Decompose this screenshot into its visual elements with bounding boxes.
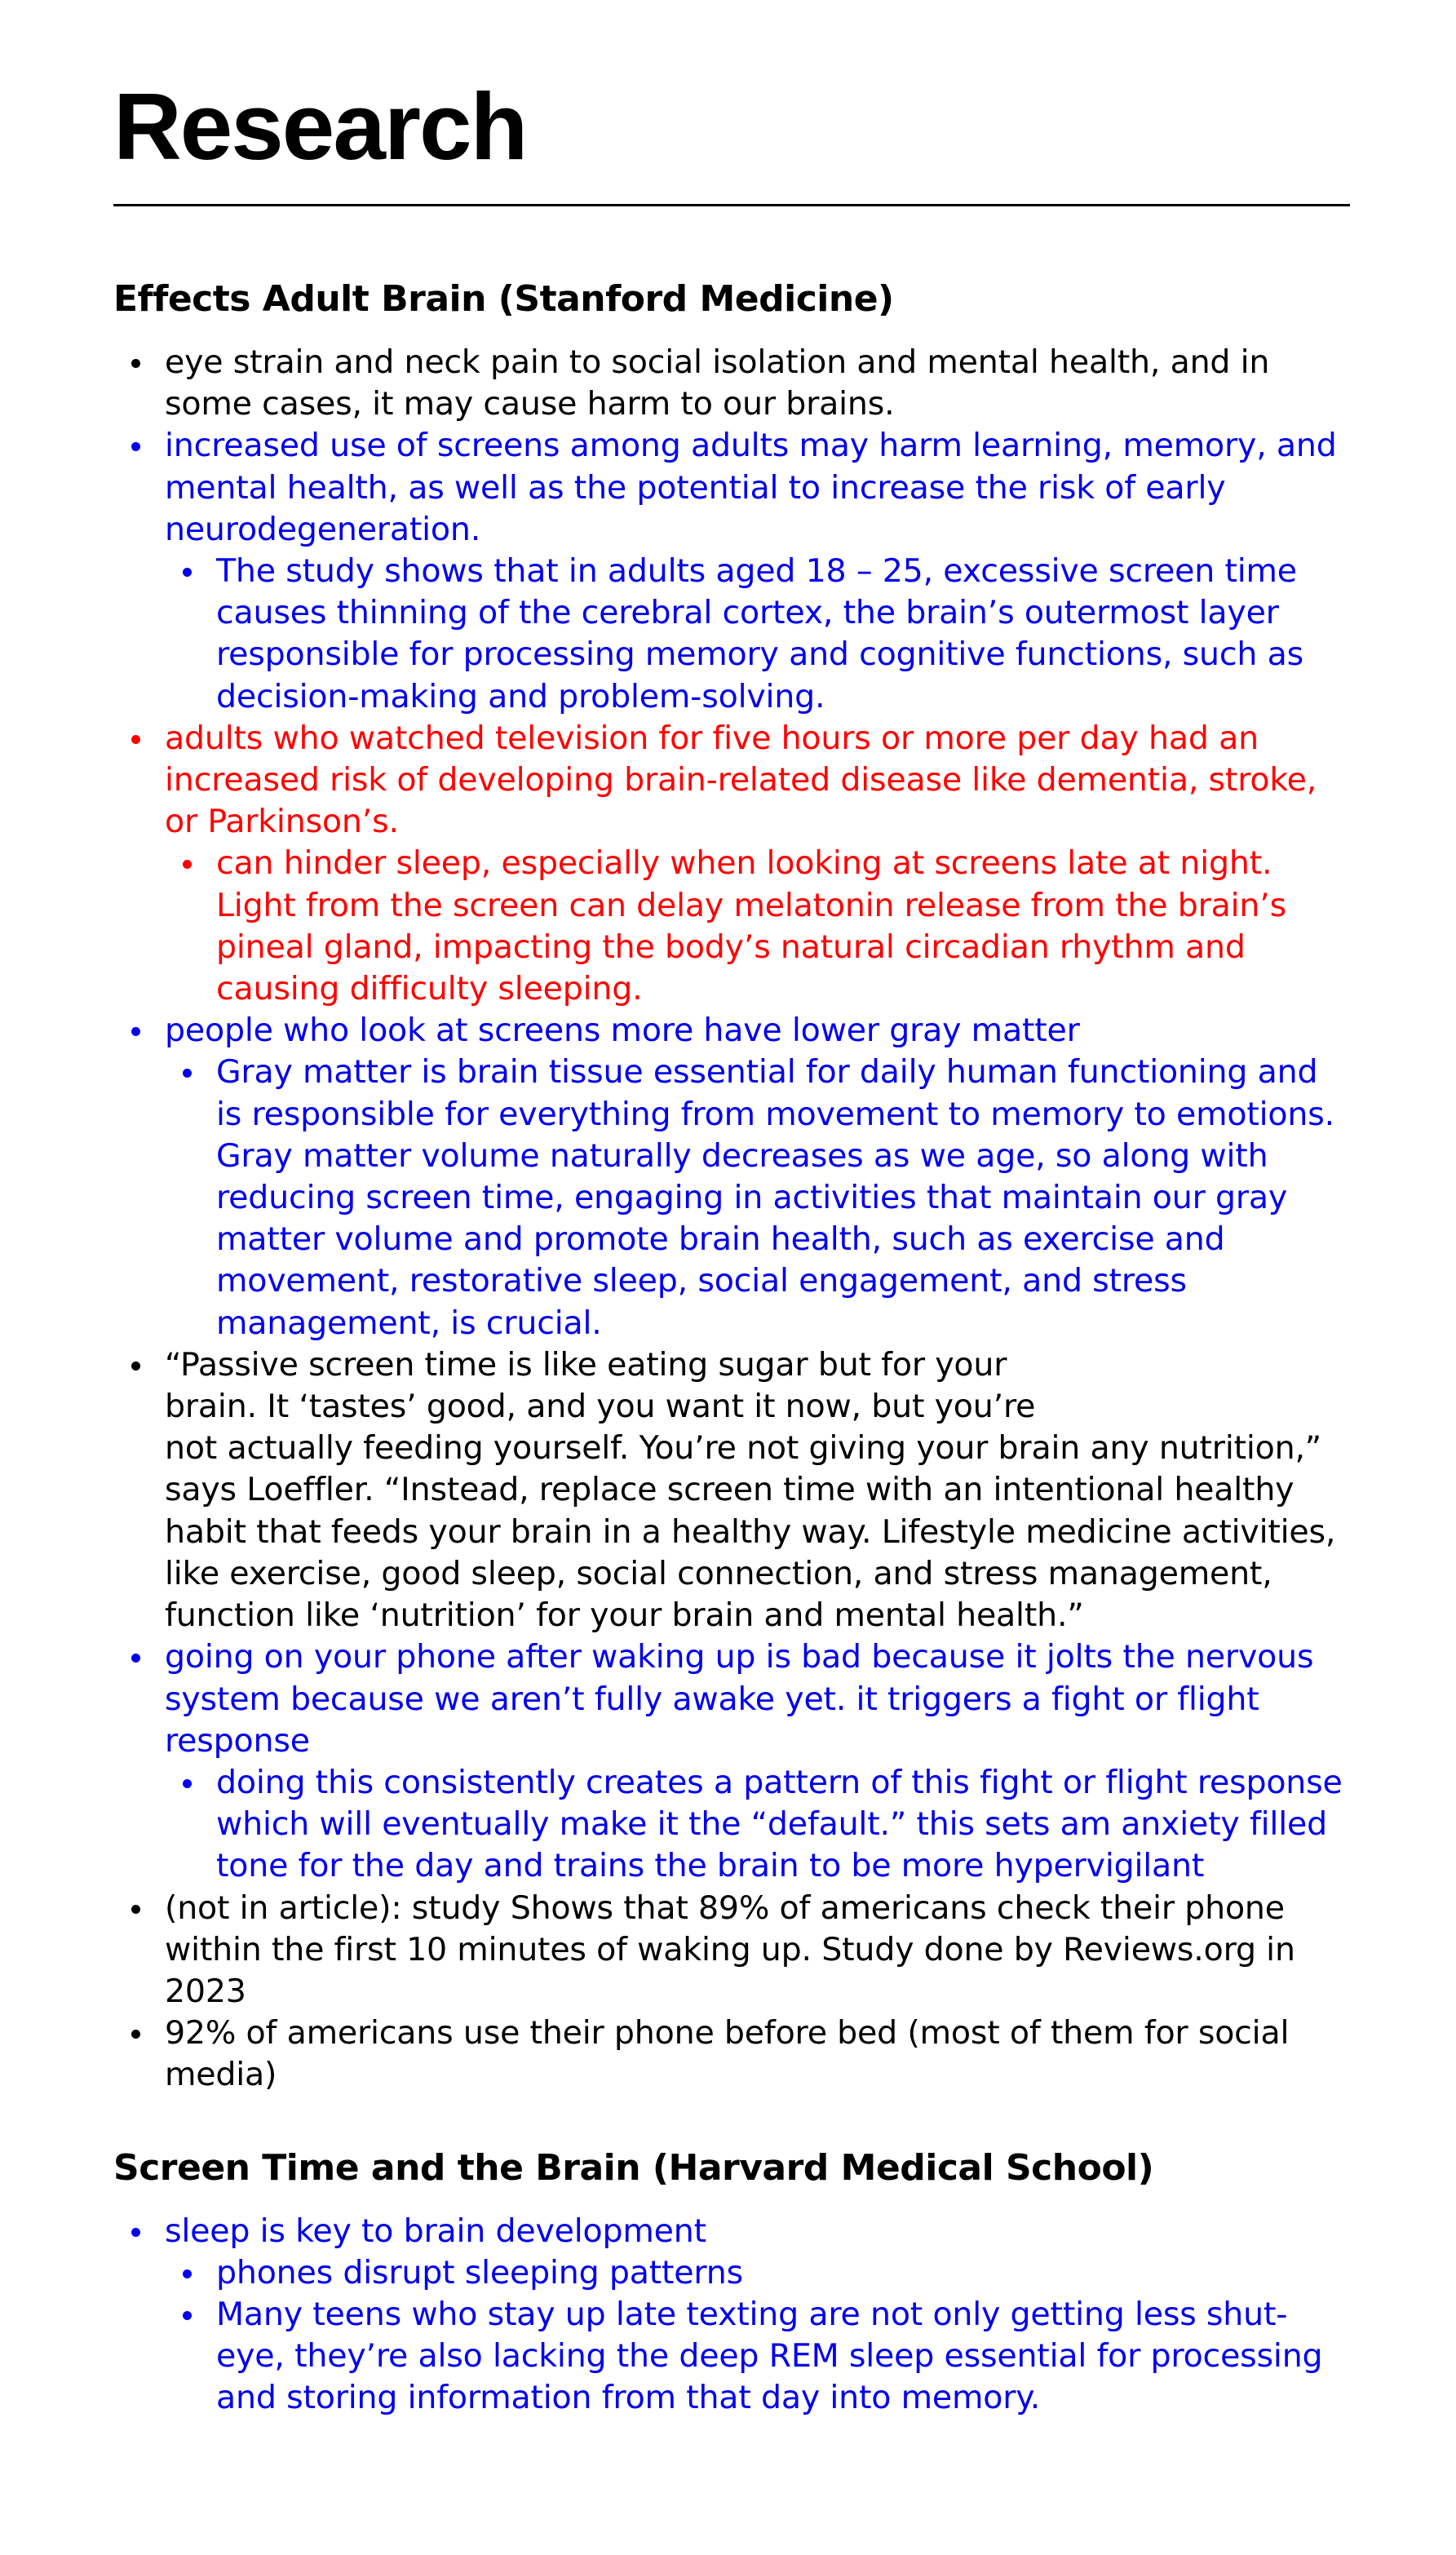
section-title-harvard: Screen Time and the Brain (Harvard Medical School) [113,2146,1154,2189]
section-title-stanford: Effects Adult Brain (Stanford Medicine) [113,278,894,320]
title-divider [113,204,1350,206]
list-item-text: Gray matter is brain tissue essential for daily human functioning and is responsible for everything from movement to memory to emotions. Gray matter volume naturally decreases as we age, so along with reducing screen time, engaging in activities that maintain our gray matter volume and promote brain health, such as exercise and movement, restorative sleep, social engagement, and stress management, is crucial. [216,1053,1334,1342]
quote-line: habit that feeds your brain in a healthy way. Lifestyle medicine activities, [165,1512,1336,1551]
list-item-text: going on your phone after waking up is bad because it jolts the nervous system because we aren’t fully awake yet. it triggers a fight or flight response [165,1638,1314,1760]
list-item-text: can hinder sleep, especially when looking at screens late at night. Light from the screen can delay melatonin release from the brain’s pineal gland, impacting the body’s natural circadian rhythm and causing difficulty sleeping. [216,844,1286,1008]
list-item [165,2013,1350,2096]
list-item-text: phones disrupt sleeping patterns [216,2253,743,2292]
quote-list-item [165,1344,1350,1636]
sub-list [165,2252,1350,2420]
list-item [165,718,1350,1010]
sub-list [165,1762,1350,1888]
sub-list-item [216,2294,1350,2420]
quote-line: not actually feeding yourself. You’re not giving your brain any nutrition,” [165,1429,1322,1468]
list-item-text: (not in article): study Shows that 89% of americans check their phone within the first 10 minutes of waking up. Study done by Reviews.org in 2023 [165,1889,1295,2010]
list-item-text: sleep is key to brain development [165,2212,706,2250]
list-item-text: The study shows that in adults aged 18 – 25, excessive screen time causes thinning of the cerebral cortex, the brain’s outermost layer responsible for processing memory and cognitive functions, such as decision-making and problem-solving. [216,552,1303,715]
sub-list [165,551,1350,718]
list-item-text: doing this consistently creates a pattern of this fight or flight response which will eventually make it the “default.” this sets am anxiety filled tone for the day and trains the brain to be more hypervigilant [216,1763,1343,1885]
page-title: Research [113,73,527,179]
list-item [165,342,1350,425]
quote-line: function like ‘nutrition’ for your brain and mental health.” [165,1596,1084,1635]
list-item-text: eye strain and neck pain to social isolation and mental health, and in some cases, it may cause harm to our brains. [165,343,1270,423]
list-item [165,1636,1350,1887]
sub-list-item [216,2252,1350,2294]
quote-line: “Passive screen time is like eating sugar but for your [165,1345,1007,1384]
quote-line: brain. It ‘tastes’ good, and you want it now, but you’re [165,1388,1036,1426]
list-item [165,425,1350,717]
list-item [165,1010,1350,1344]
list-item-text: increased use of screens among adults may harm learning, memory, and mental health, as well as the potential to increase the risk of early neurodegeneration. [165,427,1337,548]
list-item-text: adults who watched television for five hours or more per day had an increased risk of developing brain-related disease like dementia, stroke, or Parkinson’s. [165,719,1317,841]
sub-list-item [216,843,1350,1010]
harvard-bullet-list [113,2211,1350,2420]
sub-list-item [216,1052,1350,1344]
list-item [165,2211,1350,2420]
list-item-text: 92% of americans use their phone before bed (most of them for social media) [165,2014,1290,2094]
sub-list [165,1052,1350,1344]
sub-list-item [216,551,1350,718]
sub-list [165,843,1350,1010]
list-item [165,1888,1350,2013]
list-item-text: Many teens who stay up late texting are not only getting less shut-eye, they’re also lacking the deep REM sleep essential for processing and storing information from that day into memory. [216,2295,1323,2417]
stanford-bullet-list [113,342,1350,2097]
sub-list-item [216,1762,1350,1888]
quote-line: says Loeffler. “Instead, replace screen time with an intentional healthy [165,1471,1294,1509]
quote-line: like exercise, good sleep, social connection, and stress management, [165,1554,1272,1592]
list-item-text: people who look at screens more have lower gray matter [165,1012,1080,1050]
